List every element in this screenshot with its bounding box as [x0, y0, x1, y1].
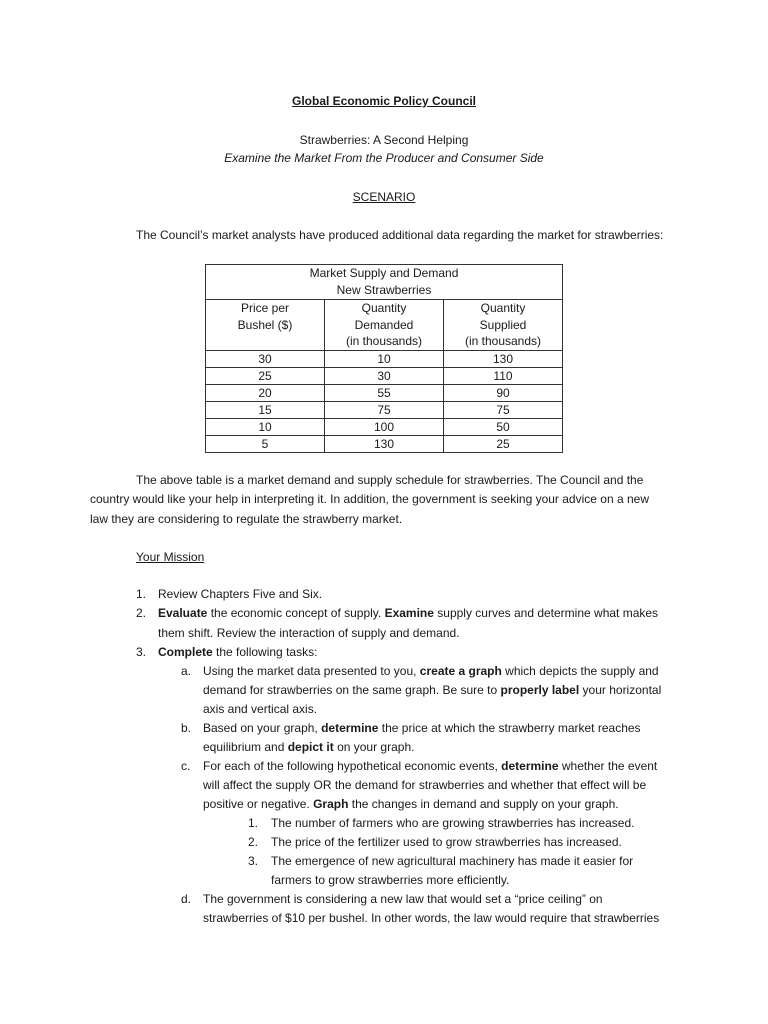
- text-run: which depicts the supply and: [501, 664, 659, 678]
- list-number: 1.: [136, 587, 147, 601]
- task-text: [203, 683, 661, 697]
- sub-number: 2.: [248, 835, 259, 849]
- sub-text: The number of farmers who are growing strawberries has increased.: [271, 816, 635, 830]
- table-row: [206, 367, 563, 384]
- text-run: supply curves and determine what makes: [433, 606, 659, 620]
- list-item-text: [158, 606, 658, 620]
- header-line: Price per: [240, 301, 290, 315]
- sub-text: The emergence of new agricultural machinery has made it easier for: [271, 854, 634, 868]
- sub-number: 3.: [248, 854, 259, 868]
- demanded-cell: 10: [325, 350, 444, 367]
- text-run: whether the event: [558, 759, 658, 773]
- text-run: positive or negative.: [203, 797, 314, 811]
- para-line: country would like your help in interpreting it. In addition, the government is seeking your advice on a new: [90, 492, 649, 506]
- supplied-cell: 75: [444, 401, 563, 418]
- text-run: Using the market data presented to you,: [203, 664, 420, 678]
- header-line: Bushel ($): [237, 317, 293, 332]
- demanded-cell: 100: [325, 418, 444, 435]
- table-caption-line: Market Supply and Demand: [309, 266, 459, 280]
- supplied-cell: 110: [444, 367, 563, 384]
- price-cell: 5: [206, 435, 325, 452]
- table-row: [206, 401, 563, 418]
- supplied-cell: 90: [444, 384, 563, 401]
- task-text: [203, 664, 659, 678]
- bold-term: Complete: [158, 645, 213, 659]
- text-run: demand for strawberries on the same graph. Be sure to: [203, 683, 501, 697]
- price-cell: 25: [206, 367, 325, 384]
- text-run: For each of the following hypothetical economic events,: [203, 759, 502, 773]
- supplied-cell: 25: [444, 435, 563, 452]
- text-run: the following tasks:: [212, 645, 318, 659]
- table-row: [206, 384, 563, 401]
- task-text: The government is considering a new law that would set a “price ceiling” on: [203, 892, 603, 906]
- task-text: strawberries of $10 per bushel. In other words, the law would require that strawberries: [203, 911, 660, 925]
- supplied-cell: 50: [444, 418, 563, 435]
- col-header-demanded: [325, 300, 444, 351]
- sub-number: 1.: [248, 816, 259, 830]
- task-letter: a.: [181, 664, 192, 678]
- header-line: Quantity: [361, 301, 407, 315]
- demanded-cell: 75: [325, 401, 444, 418]
- bold-term: Graph: [313, 797, 349, 811]
- list-number: 2.: [136, 606, 147, 620]
- doc-subtitle: Examine the Market From the Producer and Consumer Side: [224, 151, 544, 165]
- task-text: axis and vertical axis.: [203, 702, 318, 716]
- task-text: [203, 721, 641, 735]
- table-row: [206, 418, 563, 435]
- price-cell: 10: [206, 418, 325, 435]
- org-title: Global Economic Policy Council: [291, 94, 477, 108]
- text-run: the changes in demand and supply on your graph.: [348, 797, 619, 811]
- table-caption: [206, 265, 563, 300]
- header-line: Supplied: [479, 317, 527, 332]
- sub-text: farmers to grow strawberries more efficiently.: [271, 873, 510, 887]
- price-cell: 15: [206, 401, 325, 418]
- table-row: [206, 350, 563, 367]
- text-run: equilibrium and: [203, 740, 288, 754]
- para-line: law they are considering to regulate the strawberry market.: [90, 512, 403, 526]
- bold-term: create a graph: [419, 664, 502, 678]
- header-line: Quantity: [480, 301, 526, 315]
- col-header-supplied: [444, 300, 563, 351]
- table-row: [206, 435, 563, 452]
- supplied-cell: 130: [444, 350, 563, 367]
- text-run: your horizontal: [579, 683, 662, 697]
- price-cell: 30: [206, 350, 325, 367]
- list-item-text: Review Chapters Five and Six.: [158, 587, 323, 601]
- demanded-cell: 55: [325, 384, 444, 401]
- task-letter: d.: [181, 892, 192, 906]
- header-line: Demanded: [354, 317, 414, 332]
- sub-text: The price of the fertilizer used to grow strawberries has increased.: [271, 835, 622, 849]
- bold-term: properly label: [500, 683, 580, 697]
- table-caption-line: New Strawberries: [336, 283, 432, 297]
- text-run: the economic concept of supply.: [207, 606, 385, 620]
- bold-term: depict it: [287, 740, 334, 754]
- list-item-text: them shift. Review the interaction of supply and demand.: [158, 626, 460, 640]
- task-text: will affect the supply OR the demand for strawberries and whether that effect will be: [203, 778, 647, 792]
- bold-term: Examine: [384, 606, 434, 620]
- supply-demand-table: [205, 264, 563, 453]
- header-line: (in thousands): [464, 334, 542, 348]
- task-letter: b.: [181, 721, 192, 735]
- header-line: (in thousands): [345, 334, 423, 348]
- demanded-cell: 30: [325, 367, 444, 384]
- col-header-price: [206, 300, 325, 351]
- bold-term: determine: [321, 721, 379, 735]
- demanded-cell: 130: [325, 435, 444, 452]
- price-cell: 20: [206, 384, 325, 401]
- list-item-text: [158, 645, 317, 659]
- para-line: The above table is a market demand and supply schedule for strawberries. The Council and the: [136, 473, 644, 487]
- list-number: 3.: [136, 645, 147, 659]
- text-run: on your graph.: [333, 740, 415, 754]
- task-text: [203, 759, 657, 773]
- mission-heading: Your Mission: [136, 550, 205, 564]
- intro-text: The Council’s market analysts have produced additional data regarding the market for strawberries:: [136, 228, 664, 242]
- task-text: [203, 740, 414, 754]
- bold-term: determine: [501, 759, 559, 773]
- task-text: [203, 797, 619, 811]
- bold-term: Evaluate: [158, 606, 208, 620]
- doc-title: Strawberries: A Second Helping: [299, 133, 469, 147]
- section-heading: SCENARIO: [352, 190, 416, 204]
- task-letter: c.: [181, 759, 191, 773]
- text-run: the price at which the strawberry market reaches: [378, 721, 641, 735]
- text-run: Based on your graph,: [203, 721, 322, 735]
